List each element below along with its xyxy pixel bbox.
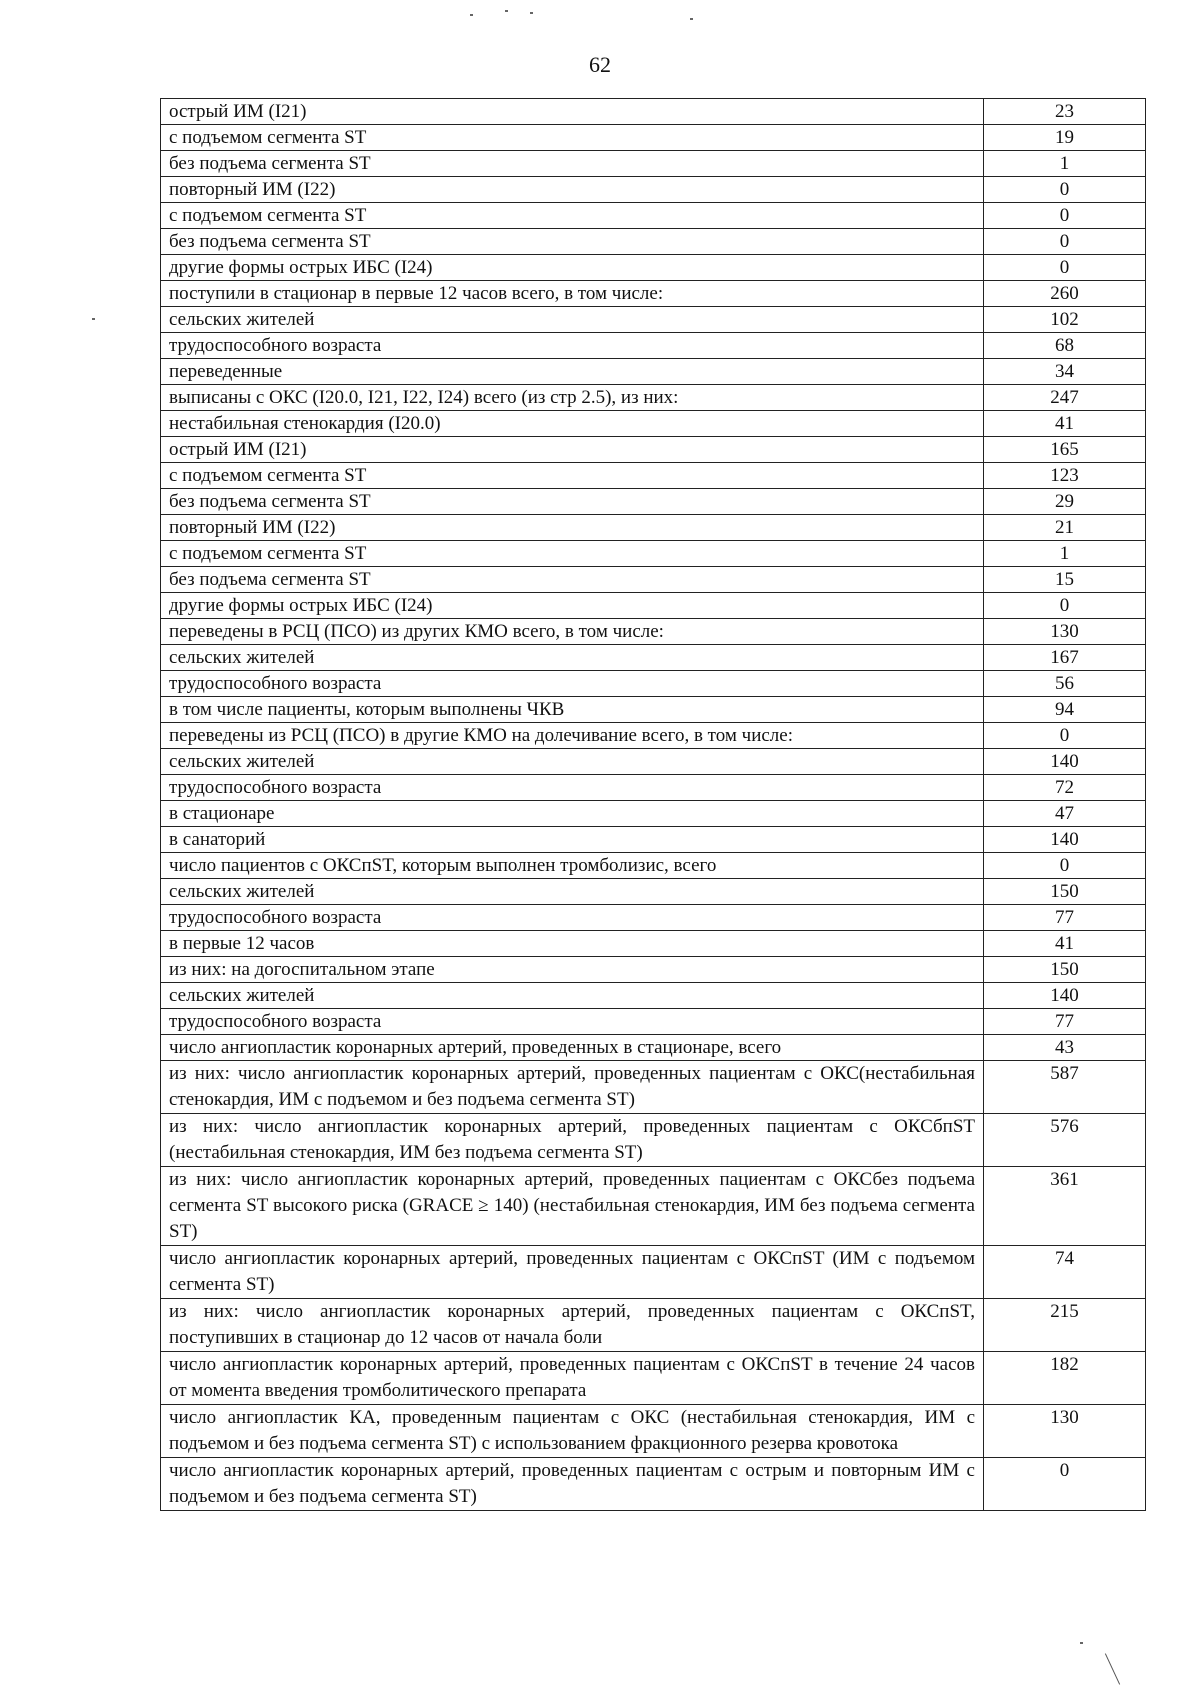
table-row: [161, 385, 1146, 411]
row-value: 150: [984, 957, 1146, 983]
table-row: [161, 333, 1146, 359]
row-value: 215: [984, 1299, 1146, 1352]
row-label: другие формы острых ИБС (I24): [161, 593, 984, 619]
table-row: [161, 307, 1146, 333]
row-label: из них: число ангиопластик коронарных артерий, проведенных пациентам с ОКСбез подъема сегмента ST высокого риска (GRACE ≥ 140) (нестабильная стенокардия, ИМ без подъема сегмента ST): [161, 1167, 984, 1246]
row-label: в санаторий: [161, 827, 984, 853]
row-label: число ангиопластик КА, проведенным пациентам с ОКС (нестабильная стенокардия, ИМ с подъемом и без подъема сегмента ST) с использованием фракционного резерва кровотока: [161, 1405, 984, 1458]
row-label: из них: на догоспитальном этапе: [161, 957, 984, 983]
statistics-table: [160, 98, 1146, 1511]
table-row: [161, 359, 1146, 385]
row-label: сельских жителей: [161, 879, 984, 905]
table-row: [161, 1035, 1146, 1061]
table-row: [161, 905, 1146, 931]
table-row: [161, 619, 1146, 645]
row-value: 77: [984, 1009, 1146, 1035]
row-label: трудоспособного возраста: [161, 671, 984, 697]
table-row: [161, 99, 1146, 125]
table-body: [161, 99, 1146, 1511]
row-label: число ангиопластик коронарных артерий, проведенных пациентам с ОКСпST в течение 24 часов от момента введения тромболитического препарата: [161, 1352, 984, 1405]
row-label: переведены из РСЦ (ПСО) в другие КМО на долечивание всего, в том числе:: [161, 723, 984, 749]
row-value: 130: [984, 1405, 1146, 1458]
row-value: 72: [984, 775, 1146, 801]
table-row: [161, 801, 1146, 827]
row-value: 94: [984, 697, 1146, 723]
row-label: из них: число ангиопластик коронарных артерий, проведенных пациентам с ОКС(нестабильная стенокардия, ИМ с подъемом и без подъема сегмента ST): [161, 1061, 984, 1114]
row-label: число ангиопластик коронарных артерий, проведенных пациентам с ОКСпST (ИМ с подъемом сегмента ST): [161, 1246, 984, 1299]
table-row: [161, 1009, 1146, 1035]
table-row: [161, 203, 1146, 229]
row-value: 23: [984, 99, 1146, 125]
table-row: [161, 229, 1146, 255]
row-label: число ангиопластик коронарных артерий, проведенных пациентам с острым и повторным ИМ с подъемом и без подъема сегмента ST): [161, 1458, 984, 1511]
row-value: 0: [984, 255, 1146, 281]
row-value: 56: [984, 671, 1146, 697]
row-label: трудоспособного возраста: [161, 905, 984, 931]
table-row: [161, 593, 1146, 619]
table-row: [161, 567, 1146, 593]
table-row: [161, 1167, 1146, 1246]
row-value: 29: [984, 489, 1146, 515]
table-row: [161, 1061, 1146, 1114]
table-row: [161, 281, 1146, 307]
table-row: [161, 697, 1146, 723]
row-value: 130: [984, 619, 1146, 645]
row-value: 41: [984, 411, 1146, 437]
row-value: 260: [984, 281, 1146, 307]
row-value: 41: [984, 931, 1146, 957]
row-label: с подъемом сегмента ST: [161, 125, 984, 151]
row-value: 150: [984, 879, 1146, 905]
table-row: [161, 411, 1146, 437]
row-label: с подъемом сегмента ST: [161, 541, 984, 567]
row-value: 182: [984, 1352, 1146, 1405]
row-label: с подъемом сегмента ST: [161, 463, 984, 489]
row-label: поступили в стационар в первые 12 часов всего, в том числе:: [161, 281, 984, 307]
table-row: [161, 1405, 1146, 1458]
table-row: [161, 671, 1146, 697]
row-value: 102: [984, 307, 1146, 333]
row-value: 19: [984, 125, 1146, 151]
row-label: без подъема сегмента ST: [161, 229, 984, 255]
row-value: 0: [984, 229, 1146, 255]
table-row: [161, 775, 1146, 801]
row-value: 77: [984, 905, 1146, 931]
row-value: 21: [984, 515, 1146, 541]
table-row: [161, 515, 1146, 541]
table-row: [161, 645, 1146, 671]
table-row: [161, 177, 1146, 203]
row-value: 0: [984, 853, 1146, 879]
row-label: переведенные: [161, 359, 984, 385]
table-row: [161, 723, 1146, 749]
scan-speck: [1080, 1642, 1083, 1644]
row-value: 576: [984, 1114, 1146, 1167]
scan-speck: [505, 10, 508, 12]
row-value: 361: [984, 1167, 1146, 1246]
row-label: переведены в РСЦ (ПСО) из других КМО всего, в том числе:: [161, 619, 984, 645]
row-value: 140: [984, 749, 1146, 775]
table-row: [161, 1352, 1146, 1405]
row-label: без подъема сегмента ST: [161, 567, 984, 593]
row-value: 0: [984, 177, 1146, 203]
row-label: острый ИМ (I21): [161, 99, 984, 125]
row-value: 140: [984, 827, 1146, 853]
scan-speck: [92, 318, 95, 320]
scan-speck: [530, 12, 533, 14]
row-label: повторный ИМ (I22): [161, 177, 984, 203]
row-value: 68: [984, 333, 1146, 359]
row-label: повторный ИМ (I22): [161, 515, 984, 541]
row-label: нестабильная стенокардия (I20.0): [161, 411, 984, 437]
row-value: 140: [984, 983, 1146, 1009]
table-row: [161, 879, 1146, 905]
row-value: 247: [984, 385, 1146, 411]
row-label: другие формы острых ИБС (I24): [161, 255, 984, 281]
row-label: сельских жителей: [161, 307, 984, 333]
row-value: 0: [984, 203, 1146, 229]
row-value: 123: [984, 463, 1146, 489]
table-row: [161, 437, 1146, 463]
row-label: без подъема сегмента ST: [161, 151, 984, 177]
row-label: из них: число ангиопластик коронарных артерий, проведенных пациентам с ОКСпST, поступивших в стационар до 12 часов от начала боли: [161, 1299, 984, 1352]
scan-mark: [1105, 1653, 1120, 1684]
row-value: 34: [984, 359, 1146, 385]
row-label: без подъема сегмента ST: [161, 489, 984, 515]
table-row: [161, 1299, 1146, 1352]
row-value: 1: [984, 151, 1146, 177]
row-label: выписаны с ОКС (I20.0, I21, I22, I24) всего (из стр 2.5), из них:: [161, 385, 984, 411]
table-row: [161, 1114, 1146, 1167]
row-value: 587: [984, 1061, 1146, 1114]
row-label: трудоспособного возраста: [161, 333, 984, 359]
row-label: трудоспособного возраста: [161, 1009, 984, 1035]
row-label: в стационаре: [161, 801, 984, 827]
row-label: в первые 12 часов: [161, 931, 984, 957]
row-value: 47: [984, 801, 1146, 827]
row-label: сельских жителей: [161, 749, 984, 775]
row-value: 15: [984, 567, 1146, 593]
table-row: [161, 983, 1146, 1009]
scan-speck: [470, 14, 473, 16]
row-value: 74: [984, 1246, 1146, 1299]
table-row: [161, 125, 1146, 151]
row-value: 1: [984, 541, 1146, 567]
table-row: [161, 749, 1146, 775]
row-value: 0: [984, 593, 1146, 619]
table-row: [161, 1458, 1146, 1511]
row-label: сельских жителей: [161, 983, 984, 1009]
table-row: [161, 151, 1146, 177]
table-row: [161, 541, 1146, 567]
row-label: острый ИМ (I21): [161, 437, 984, 463]
page-number: 62: [589, 52, 611, 77]
table-row: [161, 255, 1146, 281]
row-label: сельских жителей: [161, 645, 984, 671]
row-value: 43: [984, 1035, 1146, 1061]
table-row: [161, 463, 1146, 489]
row-value: 165: [984, 437, 1146, 463]
row-value: 167: [984, 645, 1146, 671]
table-row: [161, 853, 1146, 879]
row-value: 0: [984, 1458, 1146, 1511]
table-row: [161, 957, 1146, 983]
row-label: трудоспособного возраста: [161, 775, 984, 801]
scan-speck: [690, 18, 693, 20]
row-value: 0: [984, 723, 1146, 749]
table-row: [161, 489, 1146, 515]
table-row: [161, 827, 1146, 853]
table-row: [161, 1246, 1146, 1299]
row-label: в том числе пациенты, которым выполнены ЧКВ: [161, 697, 984, 723]
row-label: с подъемом сегмента ST: [161, 203, 984, 229]
row-label: число ангиопластик коронарных артерий, проведенных в стационаре, всего: [161, 1035, 984, 1061]
row-label: число пациентов с ОКСпST, которым выполнен тромболизис, всего: [161, 853, 984, 879]
row-label: из них: число ангиопластик коронарных артерий, проведенных пациентам с ОКСбпST (нестабильная стенокардия, ИМ без подъема сегмента ST): [161, 1114, 984, 1167]
table-row: [161, 931, 1146, 957]
